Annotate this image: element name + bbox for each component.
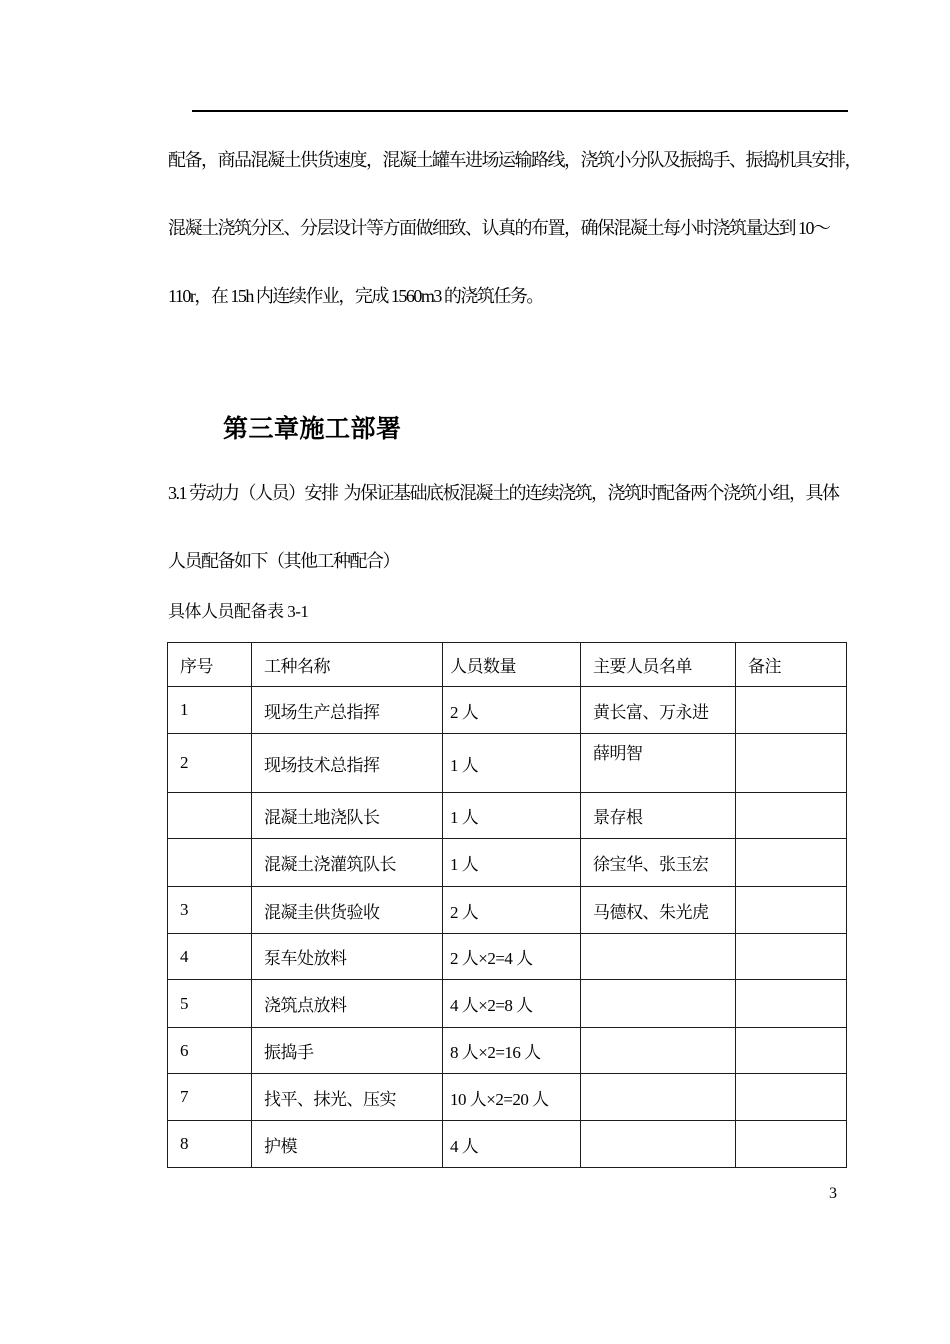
table-caption: 具体人员配备表 3-1 (168, 602, 309, 621)
cell-note (736, 934, 847, 980)
cell-job-name: 现场技术总指挥 (252, 734, 443, 793)
personnel-table-body (168, 687, 847, 1168)
table-row (168, 793, 847, 839)
cell-index: 4 (168, 934, 252, 980)
cell-job-name: 混凝土浇灌筑队长 (252, 839, 443, 887)
col-header-note: 备注 (736, 643, 847, 687)
table-row (168, 1028, 847, 1074)
cell-note (736, 687, 847, 734)
table-row (168, 887, 847, 934)
cell-note (736, 839, 847, 887)
cell-job-name: 混凝圭供货验收 (252, 887, 443, 934)
cell-count: 1 人 (443, 839, 581, 887)
cell-count: 4 人×2=8 人 (443, 980, 581, 1028)
cell-names: 景存根 (581, 793, 736, 839)
cell-names (581, 980, 736, 1028)
cell-names: 黄长富、万永进 (581, 687, 736, 734)
cell-index: 5 (168, 980, 252, 1028)
table-row (168, 687, 847, 734)
cell-index: 7 (168, 1074, 252, 1121)
cell-count: 1 人 (443, 793, 581, 839)
cell-index (168, 839, 252, 887)
cell-index: 6 (168, 1028, 252, 1074)
personnel-table (167, 642, 847, 1168)
cell-note (736, 1028, 847, 1074)
cell-names: 马德权、朱光虎 (581, 887, 736, 934)
chapter-heading: 第三章施工部署 (223, 416, 402, 443)
cell-count: 2 人 (443, 887, 581, 934)
paragraph-line: 混凝土浇筑分区、分层设计等方面做细致、认真的布置，确保混凝土每小时浇筑量达到 10～ (168, 218, 830, 238)
cell-names: 徐宝华、张玉宏 (581, 839, 736, 887)
cell-count: 10 人×2=20 人 (443, 1074, 581, 1121)
table-row (168, 1074, 847, 1121)
cell-count: 2 人 (443, 687, 581, 734)
cell-job-name: 浇筑点放料 (252, 980, 443, 1028)
cell-index: 2 (168, 734, 252, 793)
cell-count: 8 人×2=16 人 (443, 1028, 581, 1074)
header-rule (192, 110, 848, 112)
cell-count: 4 人 (443, 1121, 581, 1168)
cell-job-name: 混凝土地浇队长 (252, 793, 443, 839)
cell-job-name: 振捣手 (252, 1028, 443, 1074)
cell-names (581, 1074, 736, 1121)
cell-index: 3 (168, 887, 252, 934)
cell-job-name: 现场生产总指挥 (252, 687, 443, 734)
col-header-names: 主要人员名单 (581, 643, 736, 687)
col-header-index: 序号 (168, 643, 252, 687)
cell-names (581, 1121, 736, 1168)
cell-names: 薛明智 (581, 734, 736, 793)
table-row (168, 980, 847, 1028)
cell-names (581, 934, 736, 980)
paragraph-line: 人员配备如下（其他工种配合） (168, 551, 399, 571)
table-row (168, 839, 847, 887)
cell-job-name: 找平、抹光、压实 (252, 1074, 443, 1121)
cell-count: 1 人 (443, 734, 581, 793)
cell-index (168, 793, 252, 839)
cell-note (736, 793, 847, 839)
col-header-job: 工种名称 (252, 643, 443, 687)
cell-note (736, 1074, 847, 1121)
cell-note (736, 887, 847, 934)
cell-names (581, 1028, 736, 1074)
cell-index: 1 (168, 687, 252, 734)
paragraph-line: 3.1 劳动力（人员）安排 为保证基础底板混凝土的连续浇筑，浇筑时配备两个浇筑小组，具体 (168, 483, 839, 503)
paragraph-line: 配备，商品混凝土供货速度，混凝土罐车进场运输路线，浇筑小分队及振捣手、振捣机具安排， (168, 150, 861, 170)
table-row (168, 734, 847, 793)
cell-job-name: 泵车处放料 (252, 934, 443, 980)
cell-count: 2 人×2=4 人 (443, 934, 581, 980)
cell-job-name: 护模 (252, 1121, 443, 1168)
cell-index: 8 (168, 1121, 252, 1168)
col-header-count: 人员数量 (443, 643, 581, 687)
table-row (168, 934, 847, 980)
cell-note (736, 734, 847, 793)
table-row (168, 1121, 847, 1168)
paragraph-line: 110r，在 15h 内连续作业，完成 1560m3 的浇筑任务。 (168, 286, 543, 306)
cell-note (736, 980, 847, 1028)
cell-note (736, 1121, 847, 1168)
page-number: 3 (829, 1185, 837, 1202)
table-header-row (168, 643, 847, 687)
